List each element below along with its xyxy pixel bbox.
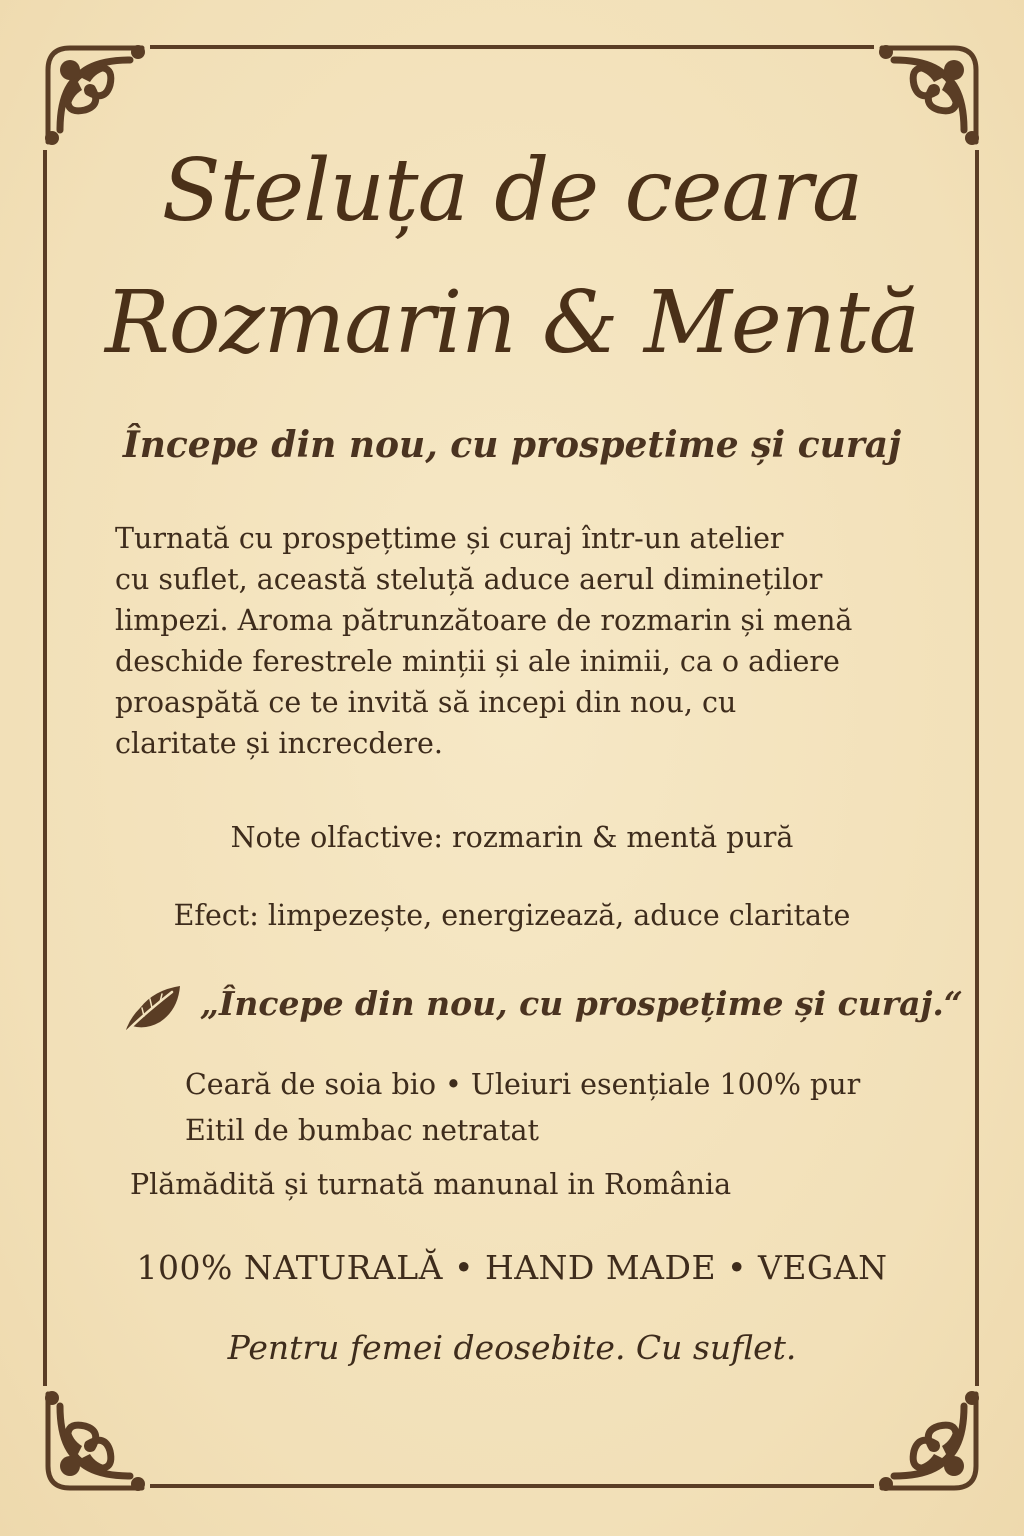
leaf-icon — [120, 980, 186, 1034]
frame-border-top — [150, 45, 874, 49]
ingredients-line-1: Ceară de soia bio • Uleiuri esențiale 100% pur — [185, 1068, 861, 1101]
product-badges: 100% NATURALĂ • HAND MADE • VEGAN — [136, 1248, 888, 1287]
description-line: Turnată cu prospețtime și curaj într-un atelier — [115, 522, 784, 555]
corner-ornament-icon — [30, 1376, 160, 1506]
description-line: claritate și increcdere. — [115, 727, 443, 760]
description-line: limpezi. Aroma pătrunzătoare de rozmarin și menă — [115, 604, 853, 637]
description-line: cu suflet, această steluță aduce aerul dimineților — [115, 563, 823, 596]
product-title-line-2: Rozmarin & Mentă — [104, 273, 920, 373]
frame-border-right — [975, 150, 979, 1386]
description — [115, 518, 935, 764]
description-line: deschide ferestrele minții și ale inimii, ca o adiere — [115, 645, 840, 678]
corner-ornament-icon — [864, 1376, 994, 1506]
product-title-line-1: Steluța de ceara — [161, 141, 863, 241]
quote-row — [120, 976, 963, 1036]
ingredients-line-2: Eitil de bumbac netratat — [185, 1114, 539, 1147]
tagline: Pentru femei deosebite. Cu suflet. — [227, 1328, 797, 1367]
subtitle: Începe din nou, cu prospetime și curaj — [122, 424, 902, 466]
frame-border-bottom — [150, 1484, 874, 1488]
ingredients — [185, 1062, 860, 1154]
quote-text: „Începe din nou, cu prospețime și curaj.“ — [200, 984, 963, 1023]
origin-text: Plămădită și turnată manunal in România — [130, 1168, 732, 1201]
effect-notes: Efect: limpezește, energizează, aduce claritate — [173, 899, 851, 932]
frame-border-left — [43, 150, 47, 1386]
olfactive-notes: Note olfactive: rozmarin & mentă pură — [230, 821, 794, 854]
description-line: proaspătă ce te invită să incepi din nou, cu — [115, 686, 737, 719]
